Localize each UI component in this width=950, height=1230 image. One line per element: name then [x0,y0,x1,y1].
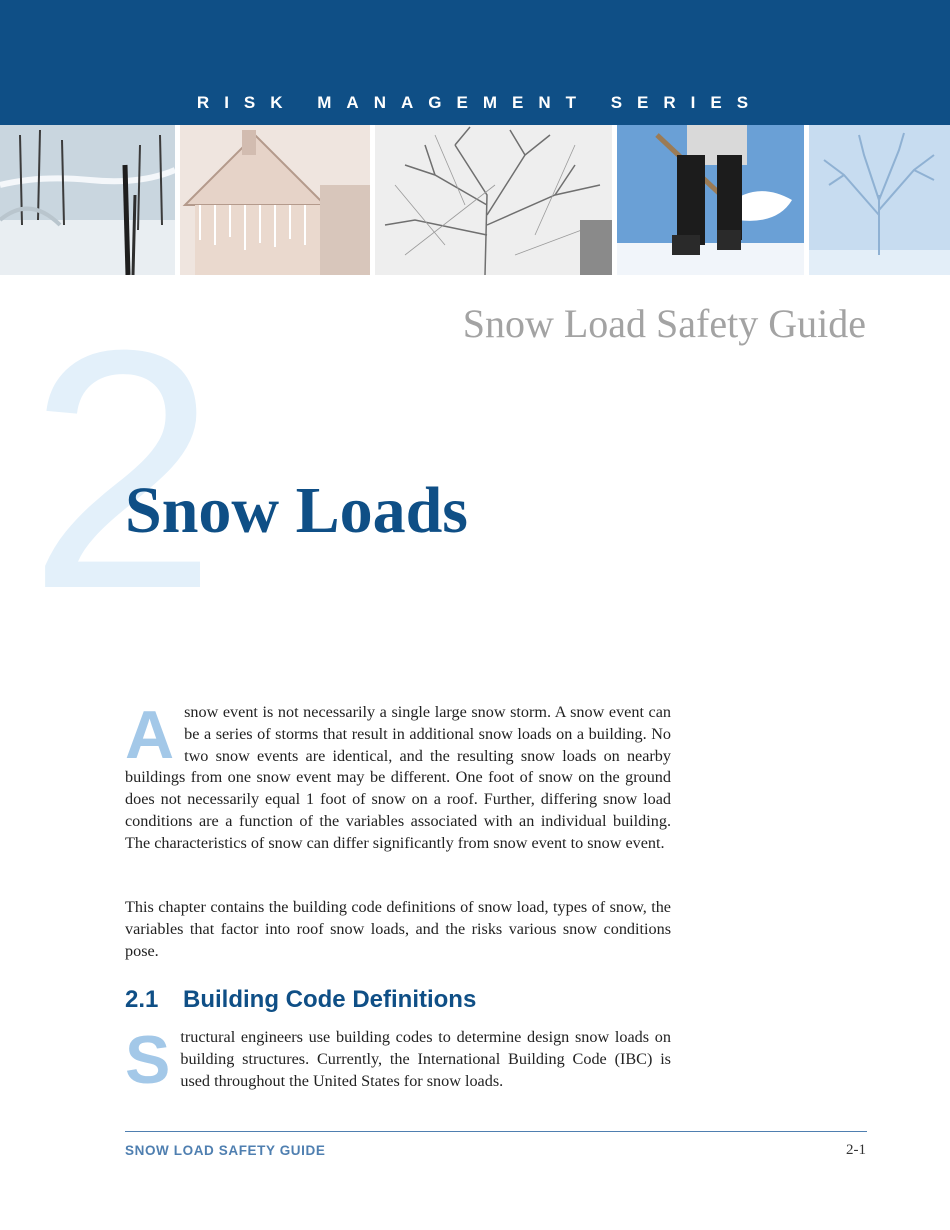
section-heading [125,986,476,1014]
person-shoveling-snow-photo-icon [617,125,804,275]
chapter-overview-paragraph: This chapter contains the building code definitions of snow load, types of snow, the variables that factor into roof snow loads, and the risks various snow conditions pose. [125,898,671,960]
series-label: RISK MANAGEMENT SERIES [196,93,764,112]
dropcap-a: A [125,697,175,773]
section-title: Building Code Definitions [183,986,477,1013]
iced-house-photo-icon [180,125,370,275]
intro-paragraph [125,697,671,855]
photo-strip [0,125,950,275]
section-number: 2.1 [125,986,159,1013]
guide-title: Snow Load Safety Guide [462,301,866,346]
chapter-number: 2 [28,280,218,660]
footer-rule [125,1131,867,1132]
section-paragraph-text: tructural engineers use building codes to determine design snow loads on building structures. Currently, the International Building Code (IBC) is used throughout the United States for snow loads. [180,1028,671,1090]
section-paragraph [125,1022,671,1098]
intro-paragraph-text: snow event is not necessarily a single large snow storm. A snow event can be a series of storms that result in additional snow loads on a building. No two snow events are identical, and the resulting snow loads on nearby buildings from one snow event may be different. One foot of snow on the ground does not necessarily equal 1 foot of snow on a roof. Further, differing snow load conditions are a function of the variables associated with an individual building. The characteristics of snow can differ significantly from snow event to snow event. [125,703,671,852]
chapter-title: Snow Loads [125,474,468,547]
ice-covered-tree-photo-icon [375,125,612,275]
dropcap-s: S [125,1022,171,1098]
footer-guide-name: SNOW LOAD SAFETY GUIDE [125,1143,326,1158]
header-banner [0,0,950,125]
icy-trees-photo-icon [0,125,175,275]
frosted-tree-photo-icon [809,125,950,275]
page-number: 2-1 [846,1142,866,1158]
